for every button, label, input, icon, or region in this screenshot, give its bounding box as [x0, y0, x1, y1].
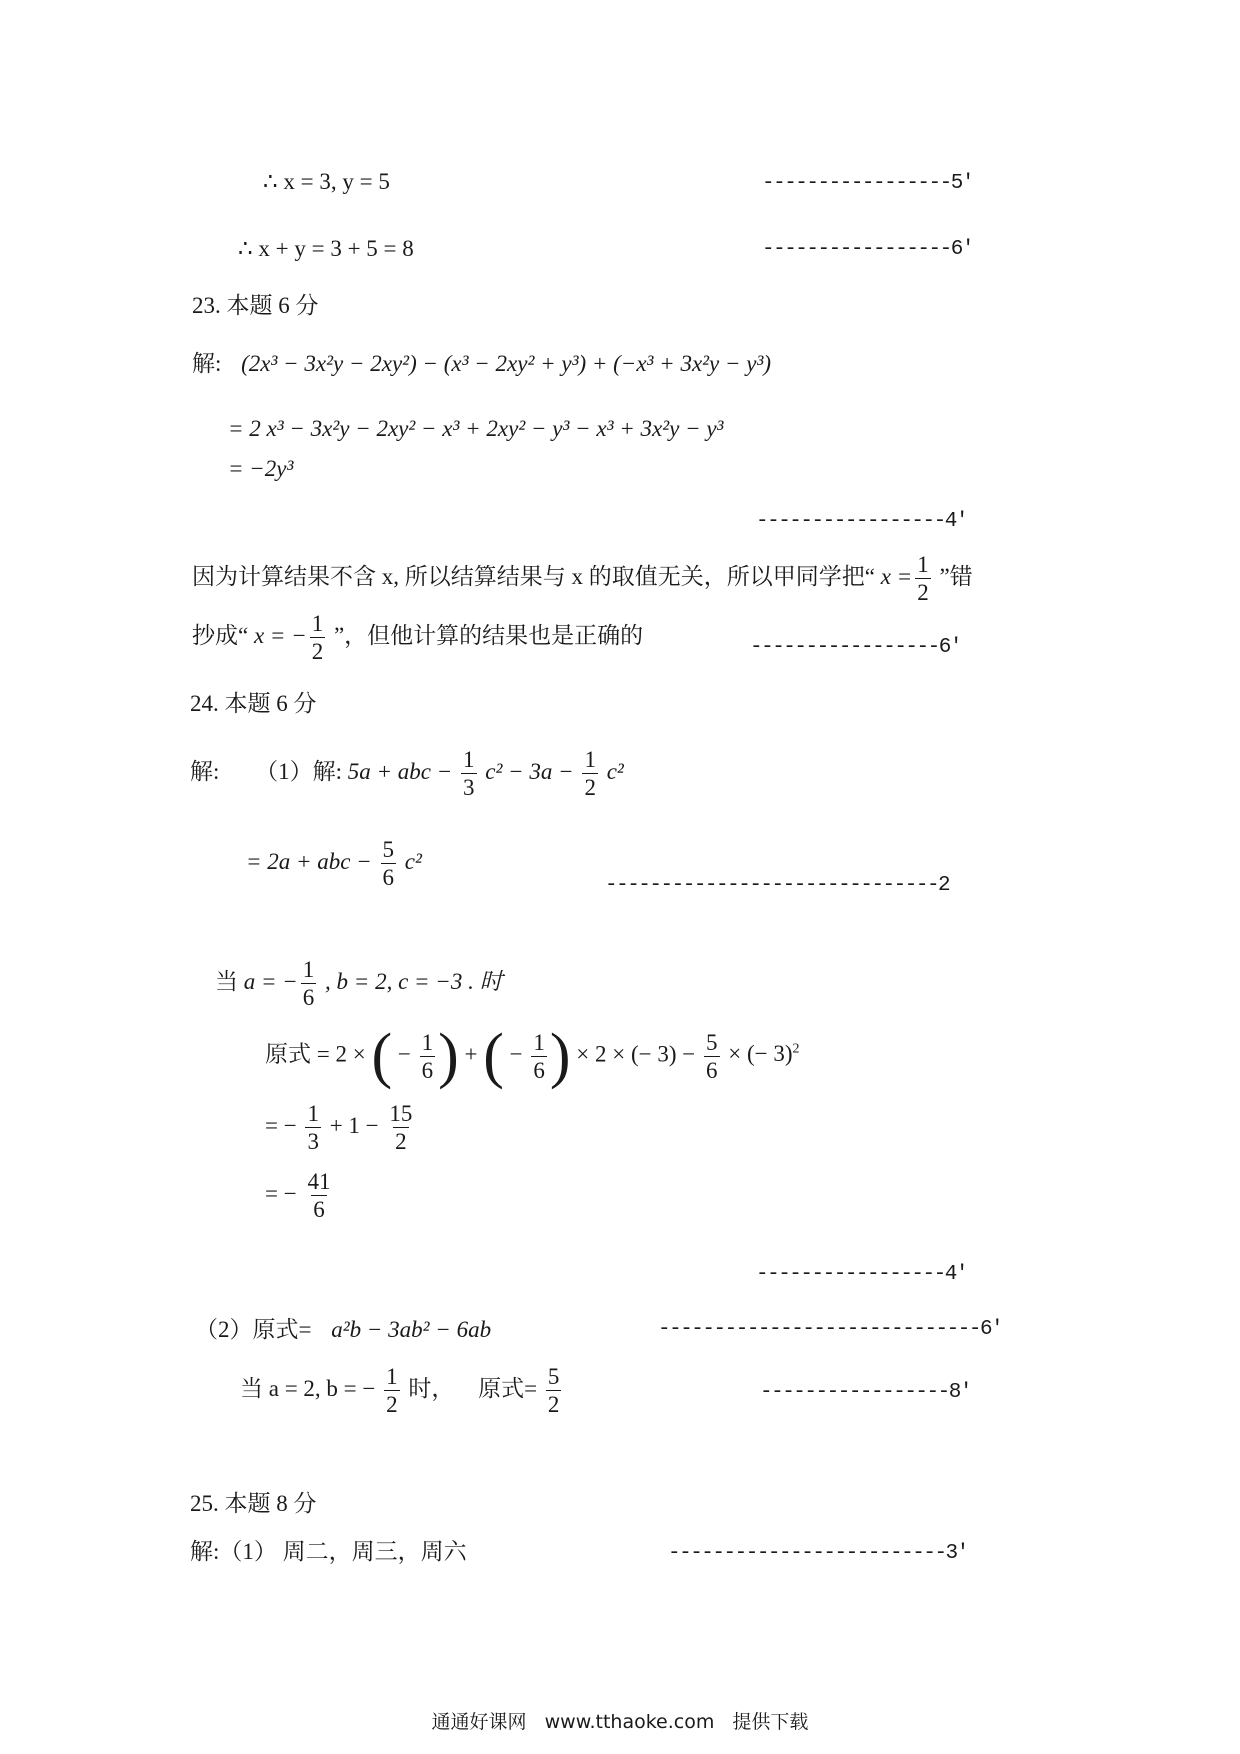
q24-l2-b: c²: [404, 848, 422, 874]
fraction-five-halves: $\frac{5}{2}$: [547, 1364, 560, 1417]
mark-6: -----------------6′: [762, 238, 973, 261]
mark-5: -----------------5′: [762, 172, 973, 195]
footer-url[interactable]: www.tthaoke.com: [544, 1711, 715, 1733]
mark-2: ------------------------------2: [605, 874, 950, 897]
mark-6b: -----------------6′: [750, 636, 961, 659]
q23-step-result: = −2y³: [228, 456, 294, 481]
jie-label-2: 解:: [190, 758, 220, 784]
q24-sub2-cond-b: 时，: [408, 1375, 455, 1401]
q24-l2-a: = 2a + abc −: [246, 848, 372, 874]
q24-sub2-label: （2）原式=: [195, 1317, 312, 1342]
q23-expression-text: (2x³ − 3x²y − 2xy²) − (x³ − 2xy² + y³) + (−x³ + 3x²y − y³): [241, 351, 772, 376]
q24-calc-result: = − $\frac{41}{6}$: [265, 1169, 331, 1222]
q25-answer: 解:（1） 周二，周三，周六: [190, 1539, 467, 1564]
q24-heading: 24. 本题 6 分: [190, 691, 317, 716]
q23-para-2-text: 抄成“: [192, 622, 249, 648]
q23-para-2-end: ”，但他计算的结果也是正确的: [333, 622, 644, 648]
fraction-41-sixths: $\frac{41}{6}$: [307, 1169, 331, 1222]
dang-label: 当: [215, 968, 238, 994]
q23-expression: [192, 352, 771, 375]
footer: [0, 1707, 1240, 1734]
q23-para-2: 抄成“ x = − $\frac{1}{2}$ ”，但他计算的结果也是正确的: [192, 611, 644, 664]
q23-para-1: 因为计算结果不含 x, 所以结算结果与 x 的取值无关，所以甲同学把“ x = $\frac{1}{2}$ ”错: [192, 552, 973, 605]
q24-sub1-expression: [190, 748, 624, 799]
fraction-one-sixth: $\frac{1}{6}$: [302, 957, 315, 1010]
step-xy-values: ∴ x = 3, y = 5: [263, 169, 390, 194]
fraction-five-sixths: $\frac{5}{6}$: [382, 837, 395, 890]
jie-label: 解:: [192, 351, 222, 376]
mark-3: -------------------------3′: [668, 1542, 968, 1565]
fraction-one-third: $\frac{1}{3}$: [307, 1101, 319, 1154]
q24-sub2-expr: a²b − 3ab² − 6ab: [331, 1317, 492, 1342]
fraction-one-half: $\frac{1}{2}$: [584, 747, 596, 800]
q23-para-1-text: 因为计算结果不含 x, 所以结算结果与 x 的取值无关，所以甲同学把“: [192, 563, 875, 589]
mark-4b: -----------------4′: [756, 1263, 967, 1286]
q24-calc-step: = − $\frac{1}{3}$ + 1 − $\frac{15}{2}$: [265, 1101, 413, 1154]
q23-step-expand: = 2 x³ − 3x²y − 2xy² − x³ + 2xy² − y³ − x³ + 3x²y − y³: [228, 416, 724, 441]
mark-4: -----------------4′: [756, 510, 967, 533]
q24-sub1-expr-b: c² − 3a −: [485, 758, 574, 784]
q24-sub1-simplified: [246, 838, 422, 889]
fraction-one-sixth: $\frac{1}{6}$: [421, 1029, 434, 1083]
q24-sub1-expr-c: c²: [606, 758, 624, 784]
q24-sub2-condition: [240, 1365, 564, 1416]
mark-6c: -----------------------------6′: [658, 1318, 1003, 1341]
fraction-one-half: $\frac{1}{2}$: [386, 1364, 398, 1417]
fraction-one-half: $\frac{1}{2}$: [311, 611, 324, 664]
q23-heading: 23. 本题 6 分: [192, 293, 319, 318]
q24-sub2-cond-c: 原式=: [478, 1375, 538, 1401]
footer-suffix: 提供下载: [732, 1711, 809, 1733]
fraction-one-sixth: $\frac{1}{6}$: [533, 1029, 545, 1083]
fraction-fifteen-halves: $\frac{15}{2}$: [389, 1101, 413, 1154]
q24-condition: 当 a = − $\frac{1}{6}$ , b = 2, c = −3 . 时: [215, 957, 503, 1010]
q24-sub2: [195, 1318, 491, 1341]
step-xy-sum: ∴ x + y = 3 + 5 = 8: [238, 236, 414, 261]
fraction-five-sixths: $\frac{5}{6}$: [706, 1029, 718, 1083]
q24-substitution: 原式 = 2 × ( − $\frac{1}{6}$ ) + ( − $\frac{1}{6}$ ) × 2 × (− 3) − $\frac{5}{6}$ × (− 3)$^2$: [265, 1022, 800, 1090]
q24-cond-rest: , b = 2, c = −3 . 时: [325, 968, 503, 994]
fraction-one-half: $\frac{1}{2}$: [917, 552, 929, 605]
yuanshi-label: 原式 =: [265, 1041, 330, 1067]
q23-para-1-end: ”错: [939, 563, 973, 589]
q24-sub1-label: （1）解:: [255, 758, 343, 784]
mark-8: -----------------8′: [760, 1381, 971, 1404]
fraction-one-third: $\frac{1}{3}$: [463, 747, 475, 800]
q25-heading: 25. 本题 8 分: [190, 1491, 317, 1516]
q24-sub1-expr-a: 5a + abc −: [347, 758, 453, 784]
footer-site: 通通好课网: [431, 1711, 527, 1733]
q24-sub2-cond-a: 当 a = 2, b = −: [240, 1375, 376, 1401]
